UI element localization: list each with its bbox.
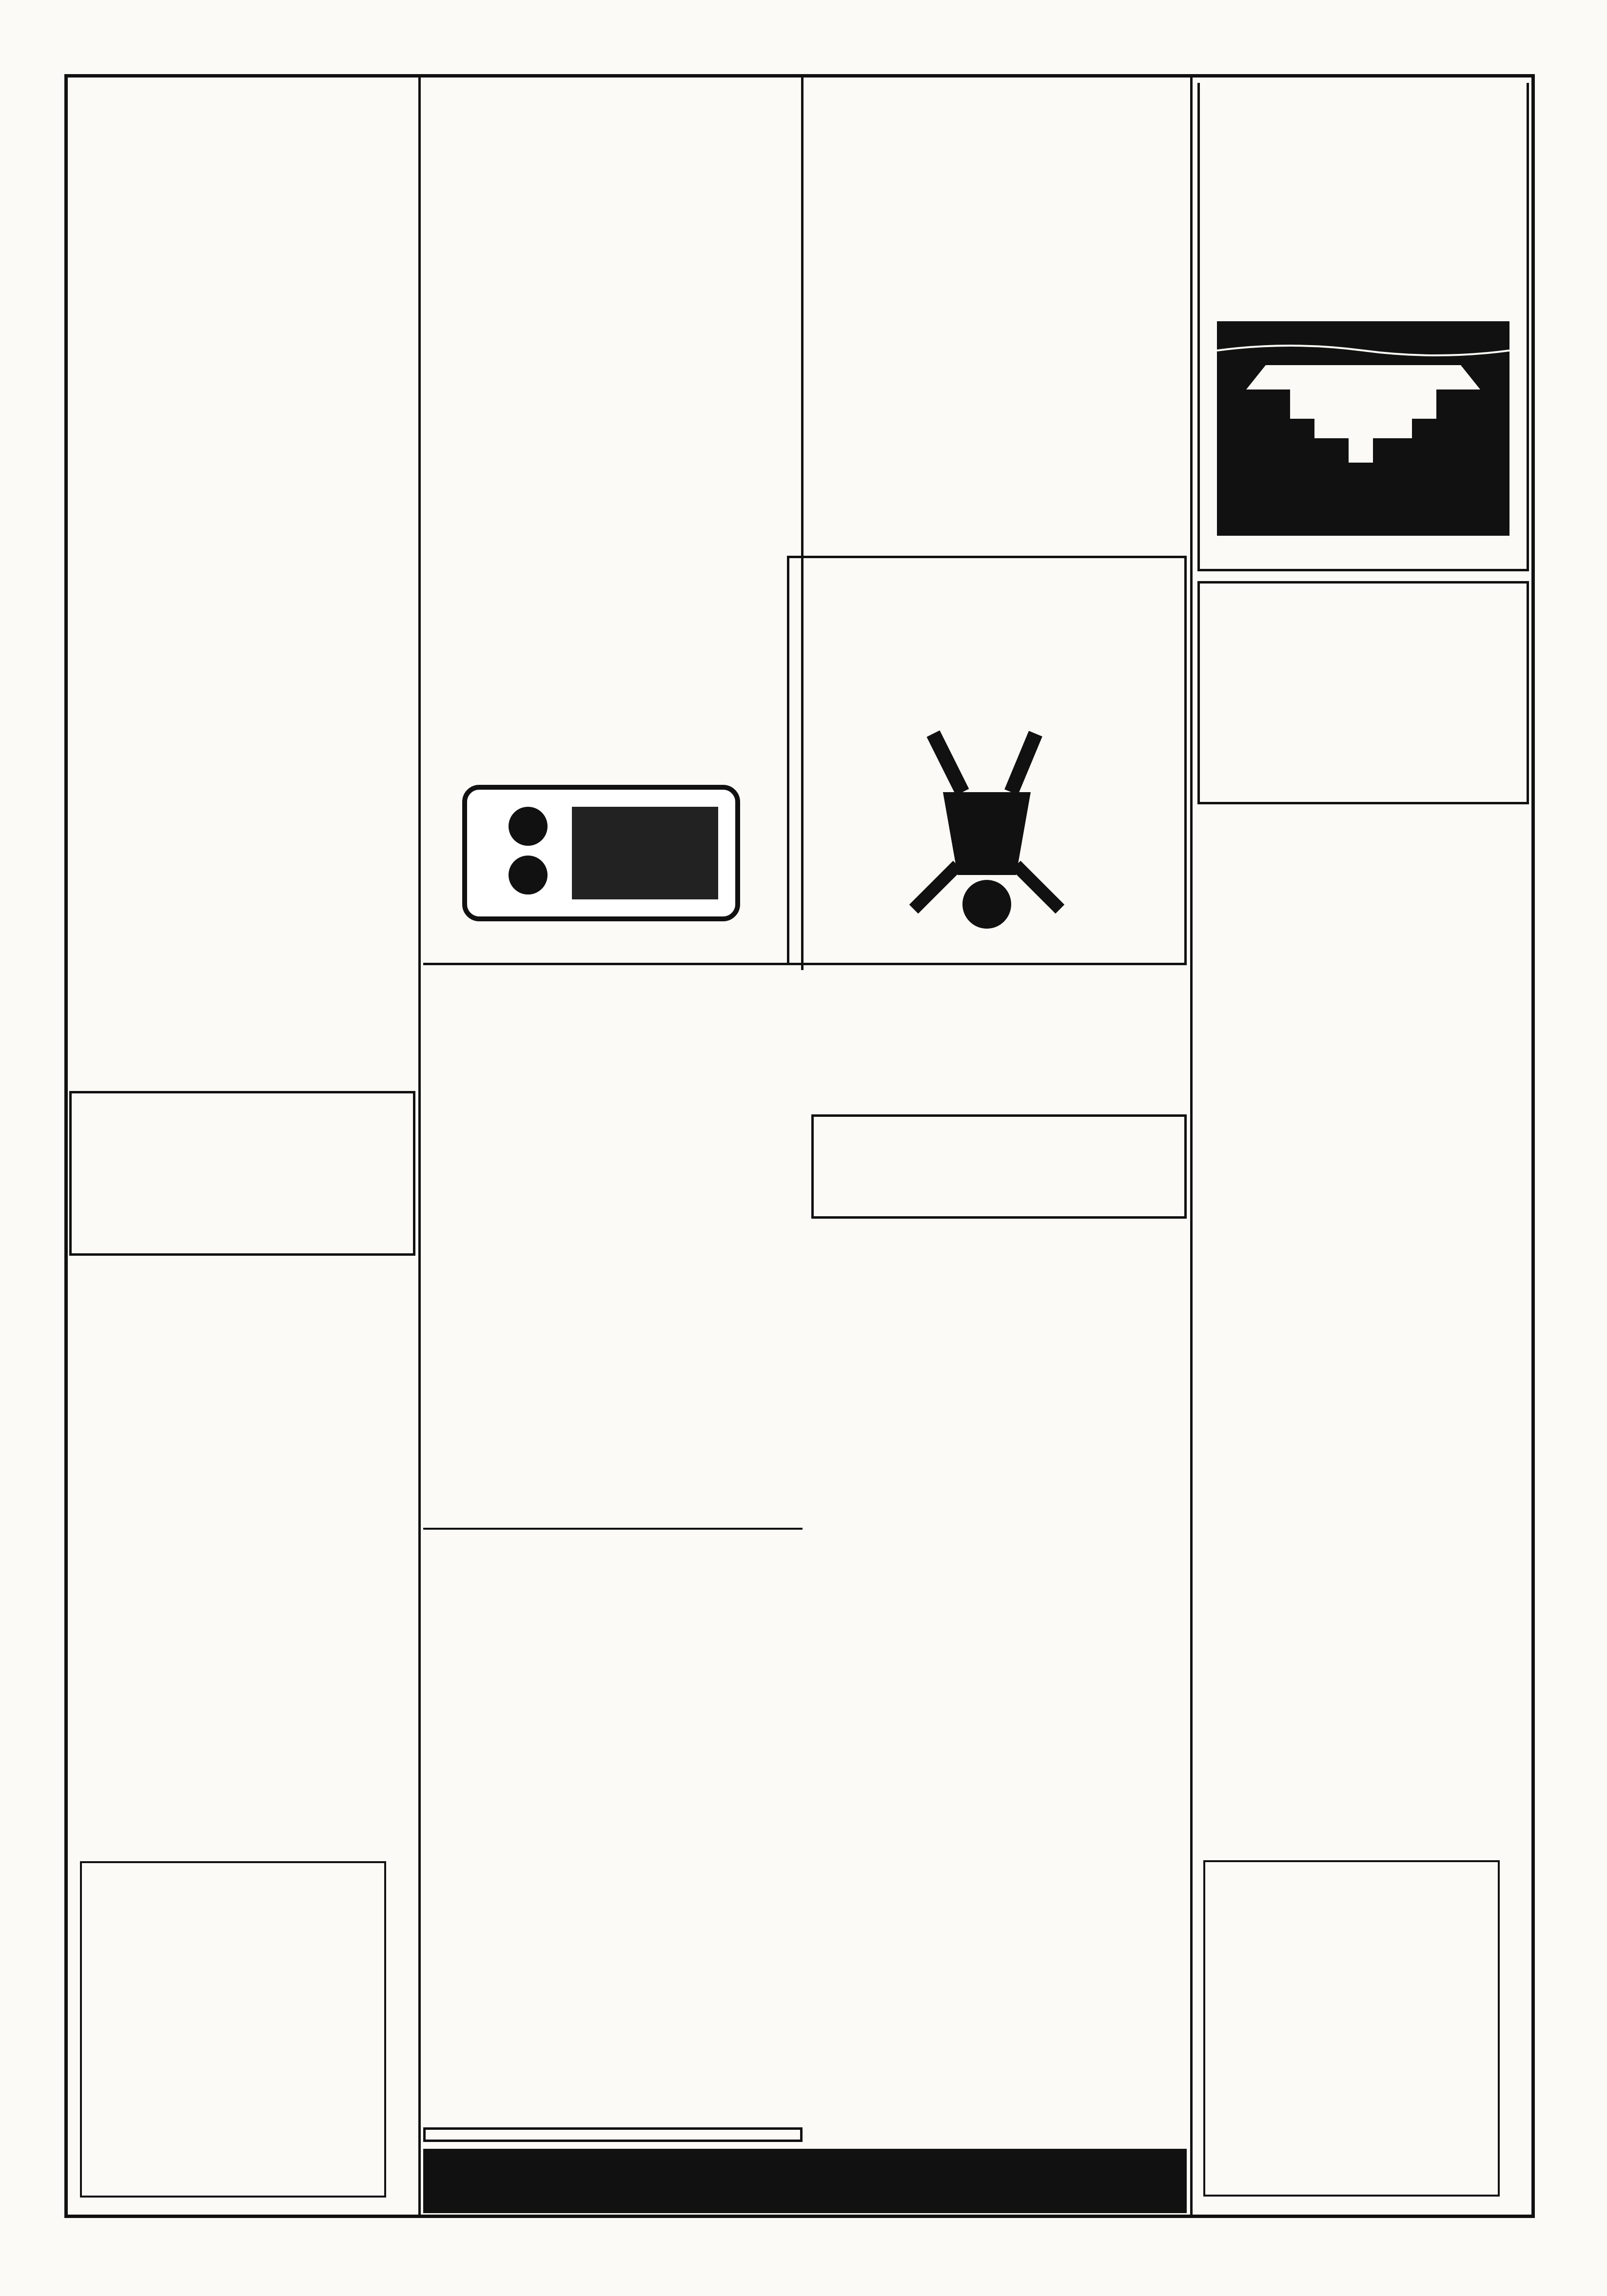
- column-rule: [418, 74, 421, 2218]
- iluminacao-text: [423, 1230, 803, 1523]
- radio-illustration: [455, 773, 747, 934]
- crossword-solution: [1197, 816, 1529, 1089]
- sub-column-b: [423, 957, 803, 2142]
- pensao-central-ad: [1197, 581, 1529, 804]
- festejos-title-box: [423, 2127, 803, 2142]
- crossword-heading: [69, 2204, 415, 2213]
- running-head-date: [37, 2257, 164, 2286]
- weather-text: [811, 1947, 1187, 2142]
- excursao-text: [69, 722, 415, 1078]
- masthead: [423, 2149, 1187, 2213]
- crossword-left: [1197, 83, 1529, 2213]
- festejos-text1: [423, 1975, 803, 2121]
- festejos-text3: [423, 1539, 803, 1803]
- sub-column-a: [811, 957, 1187, 2142]
- geven-ad: [787, 556, 1187, 965]
- siera-ad: [423, 83, 804, 965]
- column-rule: [1190, 74, 1193, 2218]
- crossword-row-numbers: [1500, 1860, 1529, 2197]
- publicacoes-text: [69, 440, 415, 713]
- crossword-row-numbers: [386, 1861, 415, 2198]
- crossword-grid: [80, 1861, 386, 2198]
- ship-illustration: [1217, 321, 1509, 536]
- festejos-text2: [423, 1809, 803, 1969]
- center-column: [423, 83, 1187, 2213]
- crossword-grid: [1203, 1860, 1500, 2197]
- anna-c-ad: [1197, 83, 1529, 571]
- running-head-title: [608, 2251, 999, 2290]
- gravatas-ad: [69, 1091, 415, 1256]
- radio-text: [811, 1604, 1187, 1940]
- pharmacies-text: [811, 1226, 1187, 1597]
- crossword-clues: [1197, 1098, 1529, 1848]
- crossword-solution: [69, 1267, 415, 1462]
- crossword-right: [69, 83, 415, 2213]
- crossword-heading: [1197, 2204, 1529, 2213]
- man-illustration: [884, 729, 1089, 938]
- iluminacao-title: [423, 1523, 803, 1530]
- crossword-clues: [69, 1469, 415, 1849]
- page-number: [1519, 2257, 1578, 2286]
- farmacia-ad: [811, 1114, 1187, 1219]
